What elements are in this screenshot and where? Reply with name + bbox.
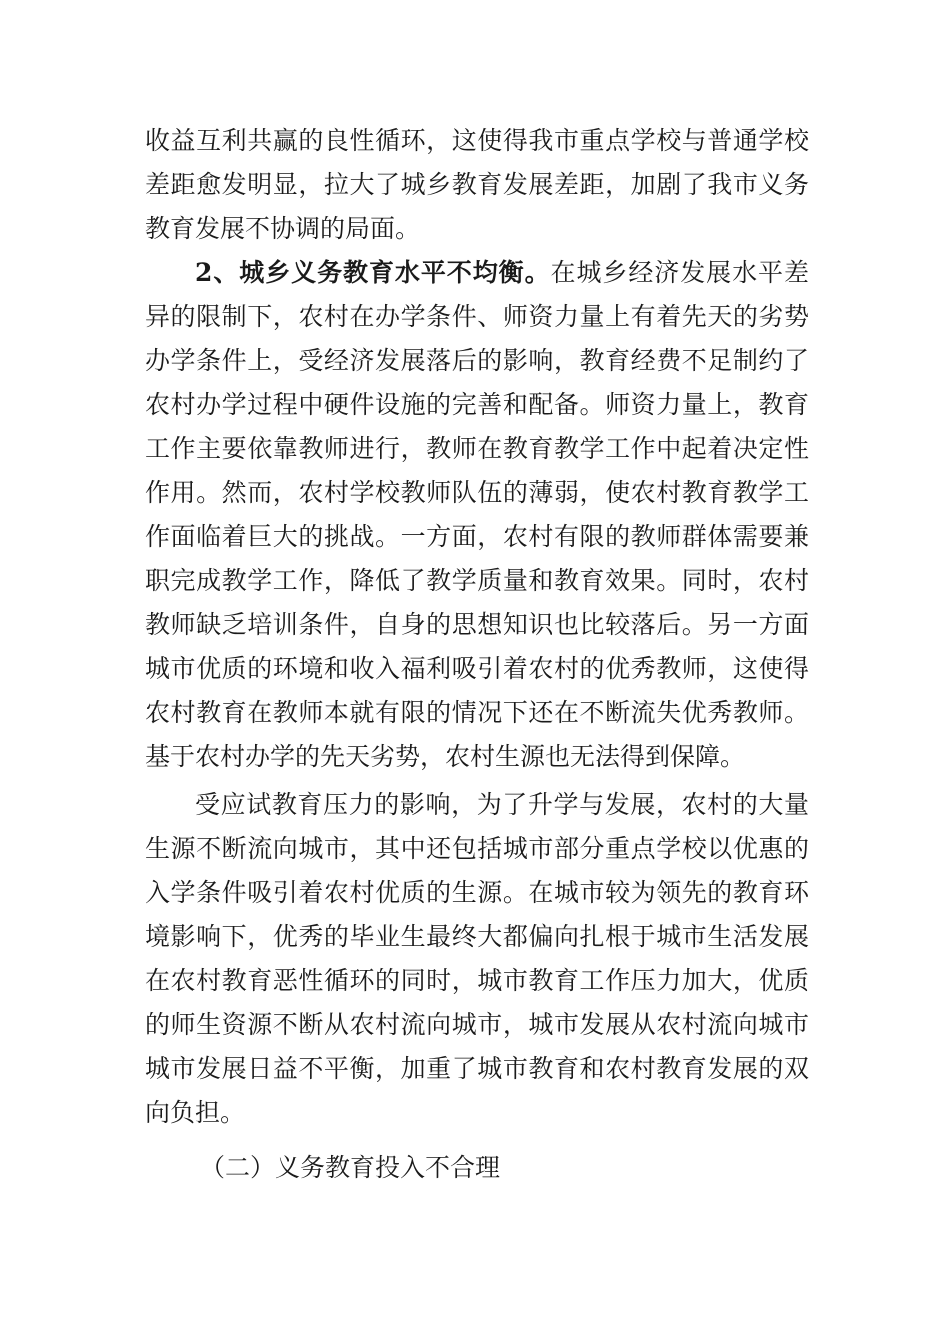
paragraph2-first-line-rest: 在城乡经济发展水平差 xyxy=(550,258,809,287)
paragraph2-bold-lead: 2、城乡义务教育水平不均衡。 xyxy=(195,258,551,287)
paragraph2-line-12: 基于农村办学的先天劣势，农村生源也无法得到保障。 xyxy=(145,742,746,771)
paragraph3-line-6: 的师生资源不断从农村流向城市，城市发展从农村流向城市 xyxy=(145,1010,809,1039)
paragraph2-line-7: 作面临着巨大的挑战。一方面，农村有限的教师群体需要兼 xyxy=(145,522,809,551)
paragraph3-line-8: 向负担。 xyxy=(145,1098,246,1127)
paragraph3-line-1: 受应试教育压力的影响，为了升学与发展，农村的大量 xyxy=(195,790,809,819)
paragraph3-line-4: 境影响下，优秀的毕业生最终大都偏向扎根于城市生活发展 xyxy=(145,922,809,951)
paragraph3-line-7: 城市发展日益不平衡，加重了城市教育和农村教育发展的双 xyxy=(145,1054,809,1083)
paragraph2-line-6: 作用。然而，农村学校教师队伍的薄弱，使农村教育教学工 xyxy=(145,478,809,507)
paragraph2-line-3: 办学条件上，受经济发展落后的影响，教育经费不足制约了 xyxy=(145,346,809,375)
paragraph2-line-1 xyxy=(195,251,809,295)
paragraph2-line-9: 教师缺乏培训条件，自身的思想知识也比较落后。另一方面 xyxy=(145,610,809,639)
paragraph2-line-5: 工作主要依靠教师进行，教师在教育教学工作中起着决定性 xyxy=(145,434,809,463)
paragraph2-line-11: 农村教育在教师本就有限的情况下还在不断流失优秀教师。 xyxy=(145,698,809,727)
paragraph2-line-2: 异的限制下，农村在办学条件、师资力量上有着先天的劣势 xyxy=(145,302,809,331)
paragraph2-line-10: 城市优质的环境和收入福利吸引着农村的优秀教师，这使得 xyxy=(145,654,809,683)
paragraph3-line-5: 在农村教育恶性循环的同时，城市教育工作压力加大，优质 xyxy=(145,966,809,995)
paragraph3-line-2: 生源不断流向城市，其中还包括城市部分重点学校以优惠的 xyxy=(145,834,809,863)
paragraph1-line-2: 差距愈发明显，拉大了城乡教育发展差距，加剧了我市义务 xyxy=(145,170,809,199)
paragraph2-line-8: 职完成教学工作，降低了教学质量和教育效果。同时，农村 xyxy=(145,566,809,595)
paragraph1-line-3: 教育发展不协调的局面。 xyxy=(145,214,421,243)
paragraph2-line-4: 农村办学过程中硬件设施的完善和配备。师资力量上，教育 xyxy=(145,390,809,419)
paragraph3-line-3: 入学条件吸引着农村优质的生源。在城市较为领先的教育环 xyxy=(145,878,809,907)
paragraph1-line-1: 收益互利共赢的良性循环，这使得我市重点学校与普通学校 xyxy=(145,126,809,155)
section-heading: （二）义务教育投入不合理 xyxy=(200,1153,501,1182)
